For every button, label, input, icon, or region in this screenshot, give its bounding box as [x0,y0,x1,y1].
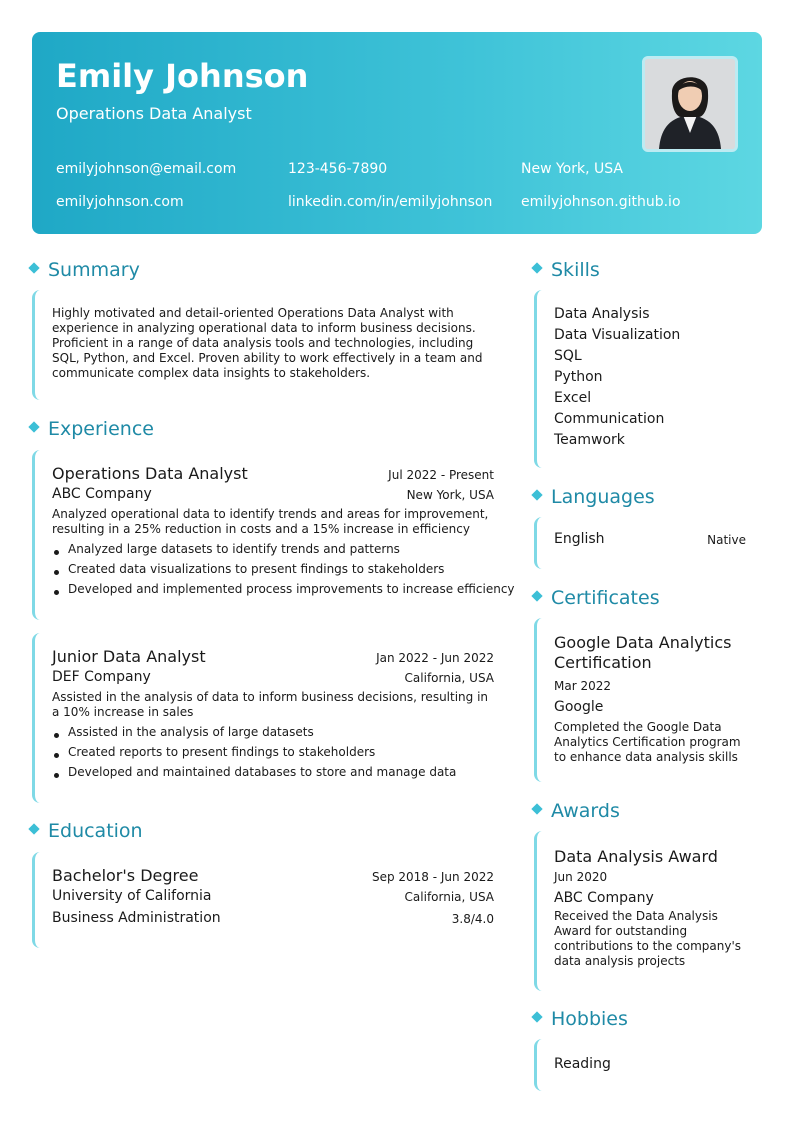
certificate-name: Google Data Analytics Certification [554,633,732,672]
summary-text: Highly motivated and detail-oriented Operations Data Analyst with experience in analyzing operational data to inform business decisions. Proficient in a range of data analysis tools and technologies, including SQL, Python, and Excel. Proven ability to work effectively in a team and communicate complex data insights to stakeholders. [52,306,483,380]
skill-item: Python [554,369,603,385]
award-item [534,831,746,991]
experience-company: DEF Company [52,669,151,685]
certificate-item [534,618,746,782]
diamond-icon [28,823,39,834]
phone-number: 123-456-7890 [288,161,388,177]
diamond-icon [531,803,542,814]
education-heading-label: Education [48,820,143,842]
skill-item: Excel [554,390,592,406]
summary-heading-label: Summary [48,259,140,281]
experience-description: Assisted in the analysis of data to inform business decisions, resulting in a 10% increase in sales [52,690,489,719]
summary-block [32,290,494,400]
skills-heading [533,258,600,282]
experience-dates: Jan 2022 - Jun 2022 [376,651,494,665]
location: New York, USA [521,161,623,177]
certificates-heading-label: Certificates [551,587,660,609]
linkedin-link[interactable]: linkedin.com/in/emilyjohnson [288,194,493,210]
awards-heading [533,799,620,823]
experience-role: Operations Data Analyst [52,464,248,483]
certificates-heading [533,586,660,610]
list-item: Developed and maintained databases to store and manage data [52,765,494,780]
language-level: Native [707,533,746,547]
skill-item: Teamwork [554,432,625,448]
certificate-date: Mar 2022 [554,679,611,693]
education-degree: Bachelor's Degree [52,866,199,885]
github-link[interactable]: emilyjohnson.github.io [521,194,681,210]
diamond-icon [531,1011,542,1022]
hobbies-heading [533,1007,628,1031]
education-dates: Sep 2018 - Jun 2022 [371,870,494,884]
experience-location: California, USA [404,671,494,685]
education-location: California, USA [404,890,494,904]
profile-photo [642,56,738,152]
list-item: Developed and implemented process improvements to increase efficiency [52,582,494,597]
award-description: Received the Data Analysis Award for outstanding contributions to the company's data analysis projects [554,909,742,968]
diamond-icon [531,489,542,500]
education-heading [30,819,143,843]
skills-block [534,290,746,468]
list-item: Created reports to present findings to stakeholders [52,745,494,760]
certificate-issuer: Google [554,699,604,715]
experience-dates: Jul 2022 - Present [388,468,494,482]
experience-description: Analyzed operational data to identify trends and areas for improvement, resulting in a 25% reduction in costs and a 15% increase in efficiency [52,507,489,536]
website-link[interactable]: emilyjohnson.com [56,194,184,210]
hobbies-block [534,1039,746,1091]
experience-bullets [52,542,515,597]
skill-item: Data Visualization [554,327,681,343]
languages-block [534,517,746,569]
education-gpa: 3.8/4.0 [451,912,494,926]
award-name: Data Analysis Award [554,847,718,866]
diamond-icon [531,262,542,273]
candidate-name: Emily Johnson [56,57,309,95]
certificate-description: Completed the Google Data Analytics Certification program to enhance data analysis skills [554,720,741,764]
profile-photo-image [645,59,735,149]
language-name: English [554,531,605,547]
experience-heading-label: Experience [48,418,154,440]
education-school: University of California [52,888,212,904]
resume-header [32,32,762,234]
diamond-icon [28,421,39,432]
education-field: Business Administration [52,910,221,926]
experience-item [32,633,494,803]
candidate-title: Operations Data Analyst [56,104,252,123]
list-item: Analyzed large datasets to identify trends and patterns [52,542,494,557]
hobbies-heading-label: Hobbies [551,1008,628,1030]
education-item [32,852,494,948]
hobby-item: Reading [554,1056,611,1072]
languages-heading-label: Languages [551,486,655,508]
list-item: Created data visualizations to present findings to stakeholders [52,562,494,577]
experience-item [32,450,515,620]
award-issuer: ABC Company [554,890,654,906]
skill-item: Data Analysis [554,306,650,322]
email-link[interactable]: emilyjohnson@email.com [56,161,237,177]
awards-heading-label: Awards [551,800,620,822]
diamond-icon [531,590,542,601]
skills-heading-label: Skills [551,259,600,281]
experience-heading [30,417,154,441]
summary-heading [30,258,140,282]
experience-bullets [52,725,494,780]
award-date: Jun 2020 [554,870,608,884]
languages-heading [533,485,655,509]
diamond-icon [28,262,39,273]
experience-location: New York, USA [406,488,494,502]
experience-company: ABC Company [52,486,152,502]
experience-role: Junior Data Analyst [52,647,206,666]
skill-item: SQL [554,348,582,364]
skill-item: Communication [554,411,665,427]
list-item: Assisted in the analysis of large datasets [52,725,494,740]
